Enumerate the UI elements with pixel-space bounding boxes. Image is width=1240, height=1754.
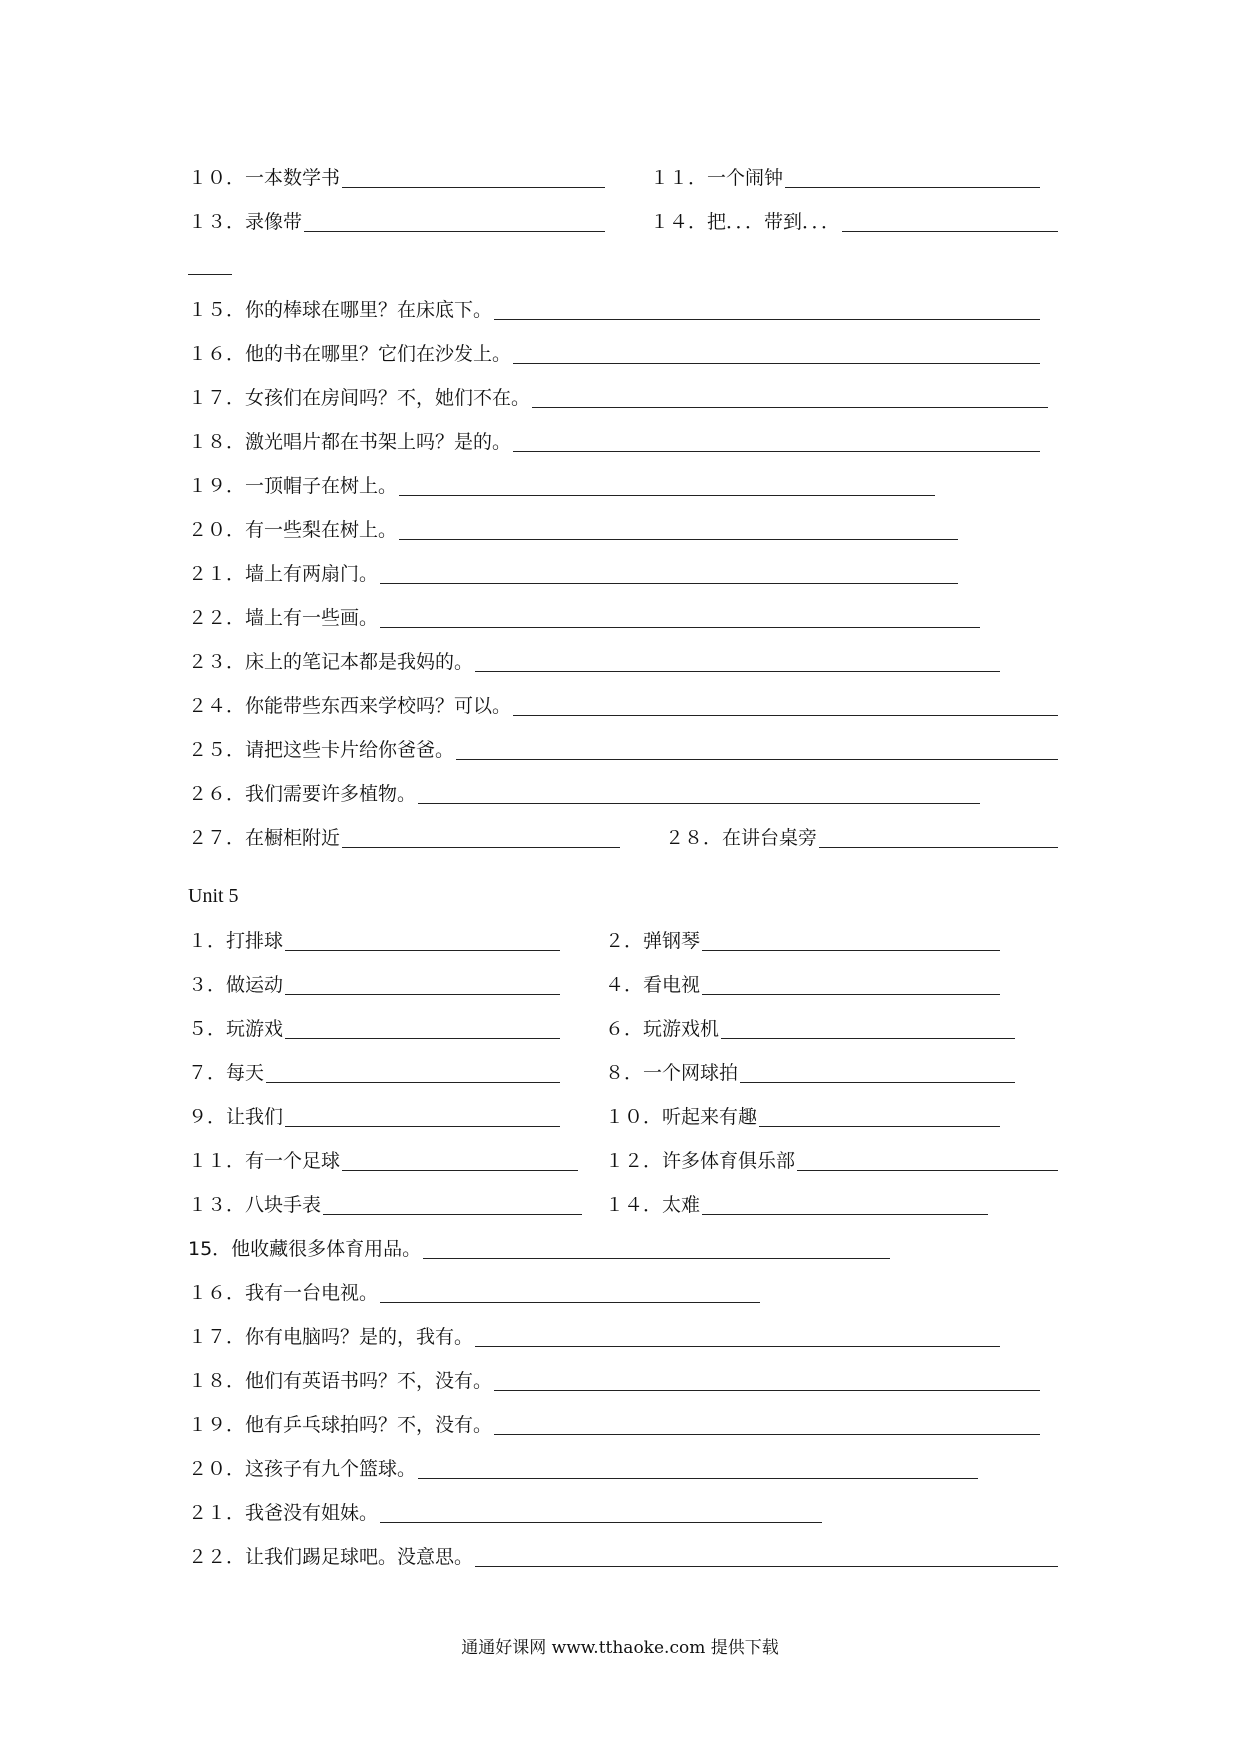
unit5-item-11 xyxy=(188,1148,340,1174)
unit5-item-15 xyxy=(188,1236,421,1262)
unit5-answer-blank[interactable] xyxy=(475,1566,1058,1567)
unit5-item-label: １８．他们有英语书吗？不，没有。 xyxy=(188,1370,493,1392)
unit4-answer-blank[interactable] xyxy=(532,407,1048,408)
unit5-item-2 xyxy=(605,928,700,954)
unit4-answer-blank[interactable] xyxy=(418,803,980,804)
unit5-item-22 xyxy=(188,1544,473,1570)
unit5-answer-blank[interactable] xyxy=(721,1038,1015,1039)
unit5-answer-blank[interactable] xyxy=(380,1302,760,1303)
unit5-item-label: ７．每天 xyxy=(188,1062,265,1084)
unit5-item-6 xyxy=(605,1016,719,1042)
unit4-item-label: ２１．墙上有两扇门。 xyxy=(188,563,379,585)
unit5-item-3 xyxy=(188,972,283,998)
unit4-item-4 xyxy=(650,209,840,235)
unit4-item-label: ２０．有一些梨在树上。 xyxy=(188,519,398,541)
unit5-item-label: １４．太难 xyxy=(605,1194,701,1216)
unit5-item-label: ２．弹钢琴 xyxy=(605,930,701,952)
unit5-item-label: ２１．我爸没有姐妹。 xyxy=(188,1502,379,1524)
unit5-answer-blank[interactable] xyxy=(702,950,1000,951)
unit4-item-8 xyxy=(188,429,511,455)
unit5-item-4 xyxy=(605,972,700,998)
unit5-item-label: ２２．让我们踢足球吧。没意思。 xyxy=(188,1546,474,1568)
unit4-answer-blank[interactable] xyxy=(513,363,1040,364)
unit5-item-9 xyxy=(188,1104,283,1130)
unit4-item-11 xyxy=(188,561,378,587)
unit5-item-label: ５．玩游戏 xyxy=(188,1018,284,1040)
unit5-item-label: 15．他收藏很多体育用品。 xyxy=(188,1238,422,1260)
unit5-item-16 xyxy=(188,1280,378,1306)
unit5-answer-blank[interactable] xyxy=(494,1434,1040,1435)
unit5-item-label: １２．许多体育俱乐部 xyxy=(605,1150,796,1172)
unit5-item-label: ４．看电视 xyxy=(605,974,701,996)
unit4-item-14 xyxy=(188,693,511,719)
unit5-item-label: ８．一个网球拍 xyxy=(605,1062,739,1084)
unit5-answer-blank[interactable] xyxy=(266,1082,560,1083)
unit-5-heading: Unit 5 xyxy=(188,885,239,907)
unit5-answer-blank[interactable] xyxy=(423,1258,890,1259)
unit4-item-label: １４．把．．．带到．．． xyxy=(650,211,841,233)
unit5-item-label: １７．你有电脑吗？是的，我有。 xyxy=(188,1326,474,1348)
unit4-item-label: ２２．墙上有一些画。 xyxy=(188,607,379,629)
unit4-item-7 xyxy=(188,385,530,411)
unit4-answer-blank[interactable] xyxy=(494,319,1040,320)
unit4-item-17 xyxy=(188,825,340,851)
unit5-item-14 xyxy=(605,1192,700,1218)
unit4-answer-blank[interactable] xyxy=(399,539,958,540)
unit5-item-label: １．打排球 xyxy=(188,930,284,952)
unit5-answer-blank[interactable] xyxy=(285,994,560,995)
unit5-item-label: ６．玩游戏机 xyxy=(605,1018,720,1040)
unit4-item-18 xyxy=(665,825,817,851)
unit4-item-15 xyxy=(188,737,454,763)
unit4-answer-blank[interactable] xyxy=(785,187,1040,188)
unit4-answer-blank[interactable] xyxy=(819,847,1058,848)
unit5-item-label: ２０．这孩子有九个篮球。 xyxy=(188,1458,417,1480)
unit4-item-10 xyxy=(188,517,397,543)
unit4-item-3 xyxy=(188,209,302,235)
unit5-item-7 xyxy=(188,1060,264,1086)
unit5-answer-blank[interactable] xyxy=(494,1390,1040,1391)
wrapped-blank xyxy=(188,274,232,275)
unit4-item-label: ２３．床上的笔记本都是我妈的。 xyxy=(188,651,474,673)
unit5-item-label: ９．让我们 xyxy=(188,1106,284,1128)
unit5-answer-blank[interactable] xyxy=(418,1478,978,1479)
unit5-answer-blank[interactable] xyxy=(759,1126,1000,1127)
unit5-item-18 xyxy=(188,1368,492,1394)
unit4-item-label: １６．他的书在哪里？它们在沙发上。 xyxy=(188,343,512,365)
unit5-item-17 xyxy=(188,1324,473,1350)
unit4-answer-blank[interactable] xyxy=(380,627,980,628)
unit4-item-label: ２４．你能带些东西来学校吗？可以。 xyxy=(188,695,512,717)
unit5-item-label: ３．做运动 xyxy=(188,974,284,996)
unit4-item-label: １８．激光唱片都在书架上吗？是的。 xyxy=(188,431,512,453)
unit5-item-19 xyxy=(188,1412,492,1438)
unit5-answer-blank[interactable] xyxy=(740,1082,1015,1083)
unit5-item-10 xyxy=(605,1104,757,1130)
unit5-item-21 xyxy=(188,1500,378,1526)
unit4-answer-blank[interactable] xyxy=(842,231,1058,232)
unit4-answer-blank[interactable] xyxy=(342,187,605,188)
unit5-item-20 xyxy=(188,1456,416,1482)
unit4-item-13 xyxy=(188,649,473,675)
unit5-item-5 xyxy=(188,1016,283,1042)
unit4-answer-blank[interactable] xyxy=(399,495,935,496)
unit4-item-label: ２６．我们需要许多植物。 xyxy=(188,783,417,805)
unit4-answer-blank[interactable] xyxy=(456,759,1058,760)
unit4-item-2 xyxy=(650,165,783,191)
unit5-answer-blank[interactable] xyxy=(702,994,1000,995)
unit5-item-label: １０．听起来有趣 xyxy=(605,1106,758,1128)
unit4-answer-blank[interactable] xyxy=(475,671,1000,672)
unit5-answer-blank[interactable] xyxy=(285,1126,560,1127)
unit5-item-label: １９．他有乒乓球拍吗？不，没有。 xyxy=(188,1414,493,1436)
unit5-item-label: １６．我有一台电视。 xyxy=(188,1282,379,1304)
unit4-answer-blank[interactable] xyxy=(380,583,958,584)
unit4-item-label: ２７．在橱柜附近 xyxy=(188,827,341,849)
unit4-item-label: １０．一本数学书 xyxy=(188,167,341,189)
unit5-answer-blank[interactable] xyxy=(285,1038,560,1039)
unit4-item-label: ２８．在讲台桌旁 xyxy=(665,827,818,849)
unit4-answer-blank[interactable] xyxy=(304,231,605,232)
unit5-answer-blank[interactable] xyxy=(323,1214,582,1215)
unit5-item-12 xyxy=(605,1148,795,1174)
unit5-answer-blank[interactable] xyxy=(380,1522,822,1523)
unit4-item-16 xyxy=(188,781,416,807)
unit4-item-1 xyxy=(188,165,340,191)
unit5-item-label: １３．八块手表 xyxy=(188,1194,322,1216)
unit4-item-label: １９．一顶帽子在树上。 xyxy=(188,475,398,497)
unit4-item-label: ２５．请把这些卡片给你爸爸。 xyxy=(188,739,455,761)
unit4-item-12 xyxy=(188,605,378,631)
unit5-item-1 xyxy=(188,928,283,954)
unit5-answer-blank[interactable] xyxy=(342,1170,578,1171)
unit4-answer-blank[interactable] xyxy=(513,715,1058,716)
unit5-item-label: １１．有一个足球 xyxy=(188,1150,341,1172)
unit5-answer-blank[interactable] xyxy=(702,1214,988,1215)
unit4-item-9 xyxy=(188,473,397,499)
unit5-item-13 xyxy=(188,1192,321,1218)
unit4-item-label: １７．女孩们在房间吗？不，她们不在。 xyxy=(188,387,531,409)
page-footer: 通通好课网 www.tthaoke.com 提供下载 xyxy=(461,1638,779,1658)
unit5-answer-blank[interactable] xyxy=(797,1170,1058,1171)
unit4-item-label: １１．一个闹钟 xyxy=(650,167,784,189)
unit5-answer-blank[interactable] xyxy=(475,1346,1000,1347)
unit5-answer-blank[interactable] xyxy=(285,950,560,951)
unit4-item-label: １３．录像带 xyxy=(188,211,303,233)
unit4-item-6 xyxy=(188,341,511,367)
unit4-answer-blank[interactable] xyxy=(342,847,620,848)
unit4-item-label: １５．你的棒球在哪里？在床底下。 xyxy=(188,299,493,321)
unit5-item-8 xyxy=(605,1060,738,1086)
unit4-item-5 xyxy=(188,297,492,323)
unit4-answer-blank[interactable] xyxy=(513,451,1040,452)
